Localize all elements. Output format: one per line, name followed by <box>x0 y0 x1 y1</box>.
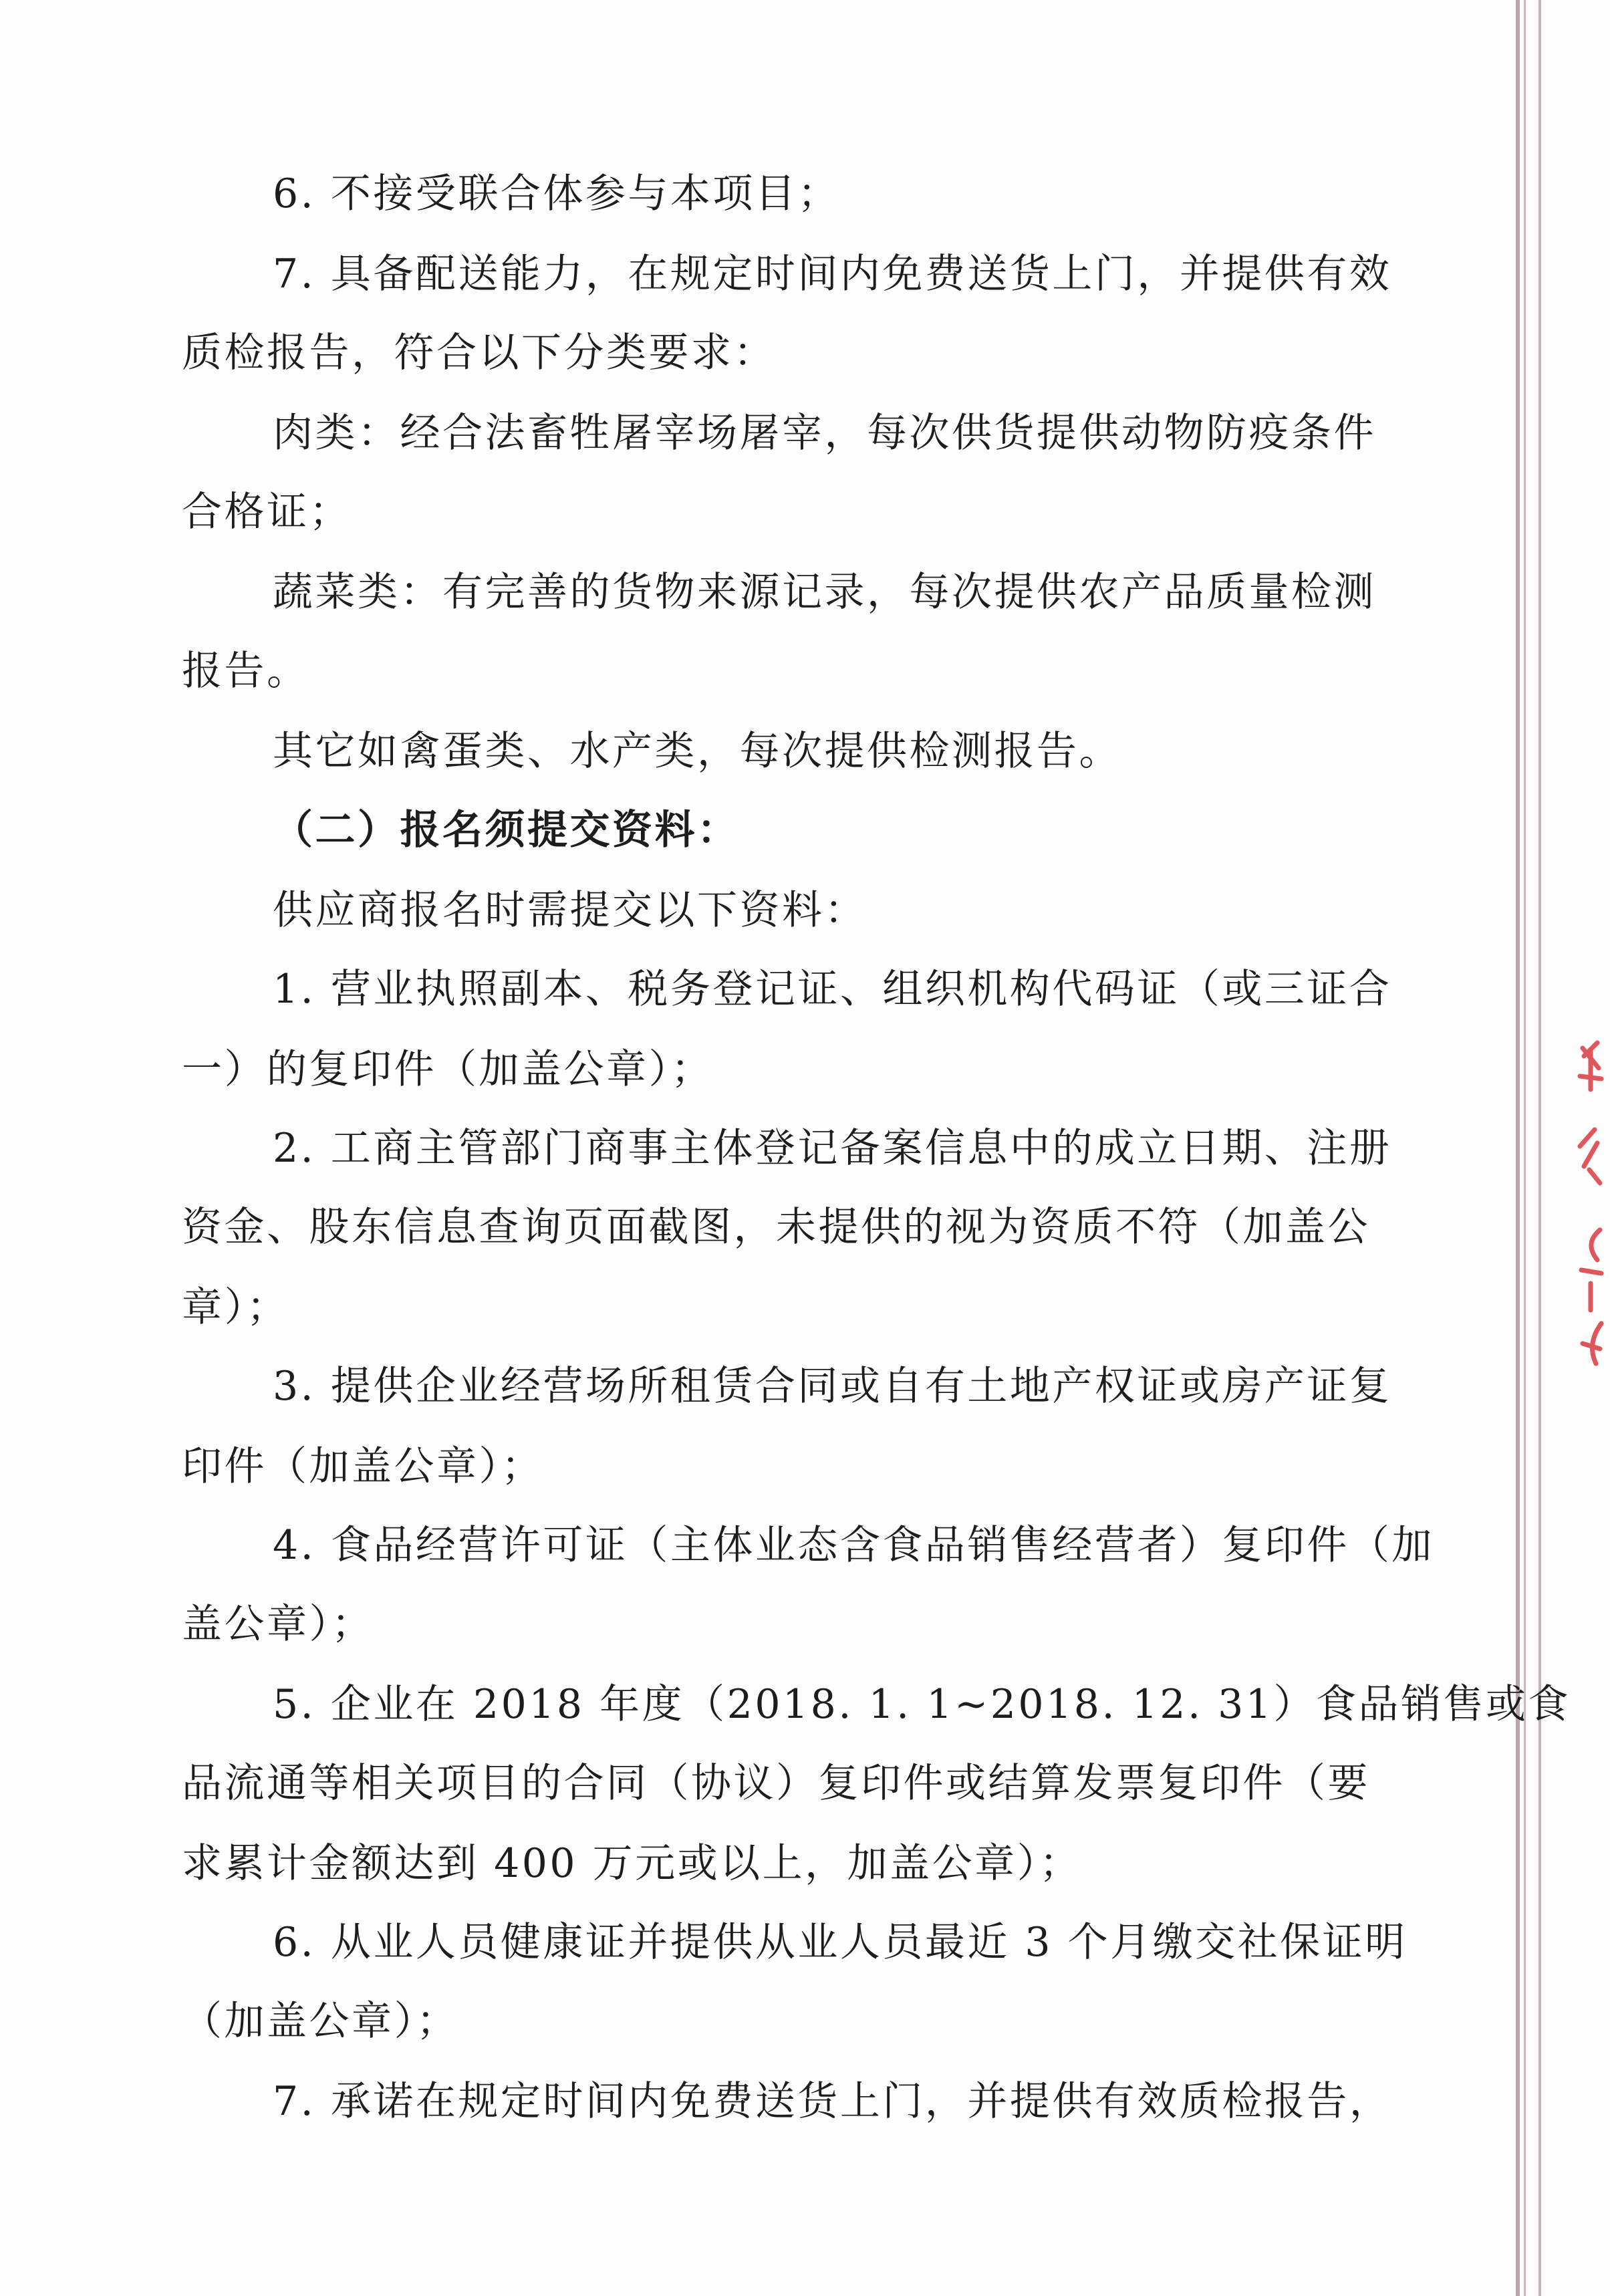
text-line: （加盖公章）； <box>182 1998 459 2045</box>
text-line: 7. 承诺在规定时间内免费送货上门，并提供有效质检报告， <box>273 2078 1392 2125</box>
text-line: 5. 企业在 2018 年度（2018. 1. 1~2018. 12. 31）食品销售或食 <box>273 1681 1571 1728</box>
text-line: 章）； <box>182 1284 289 1331</box>
text-line: 肉类：经合法畜牲屠宰场屠宰，每次供货提供动物防疫条件 <box>273 410 1376 457</box>
text-line: 1. 营业执照副本、税务登记证、组织机构代码证（或三证合 <box>273 966 1392 1013</box>
binding-edge <box>1516 0 1520 2296</box>
text-line: 求累计金额达到 400 万元或以上，加盖公章）； <box>182 1840 1082 1887</box>
text-line: 盖公章）； <box>182 1601 374 1648</box>
text-line: 蔬菜类：有完善的货物来源记录，每次提供农产品质量检测 <box>273 569 1376 616</box>
text-line: 6. 不接受联合体参与本项目； <box>273 170 840 217</box>
text-line: 合格证； <box>182 489 352 535</box>
text-line: 一）的复印件（加盖公章）； <box>182 1046 714 1093</box>
text-line: 供应商报名时需提交以下资料： <box>273 887 867 934</box>
binding-edge <box>1524 0 1526 2296</box>
text-line: 品流通等相关项目的合同（协议）复印件或结算发票复印件（要 <box>182 1760 1370 1807</box>
text-line: 印件（加盖公章）； <box>182 1443 544 1490</box>
text-line: 6. 从业人员健康证并提供从业人员最近 3 个月缴交社保证明 <box>273 1919 1407 1966</box>
text-line: 质检报告，符合以下分类要求： <box>182 330 776 376</box>
red-seal-stamp-fragment <box>1571 1029 1610 1377</box>
text-line: 报告。 <box>182 648 309 694</box>
binding-edge <box>1538 0 1541 2296</box>
text-line: 2. 工商主管部门商事主体登记备案信息中的成立日期、注册 <box>273 1125 1392 1172</box>
text-line: 4. 食品经营许可证（主体业态含食品销售经营者）复印件（加 <box>273 1522 1434 1569</box>
text-line: 7. 具备配送能力，在规定时间内免费送货上门，并提供有效 <box>273 251 1392 297</box>
section-heading: （二）报名须提交资料： <box>273 807 740 854</box>
text-line: 资金、股东信息查询页面截图，未提供的视为资质不符（加盖公 <box>182 1204 1370 1251</box>
text-line: 3. 提供企业经营场所租赁合同或自有土地产权证或房产证复 <box>273 1363 1392 1410</box>
text-line: 其它如禽蛋类、水产类，每次提供检测报告。 <box>273 728 1121 775</box>
